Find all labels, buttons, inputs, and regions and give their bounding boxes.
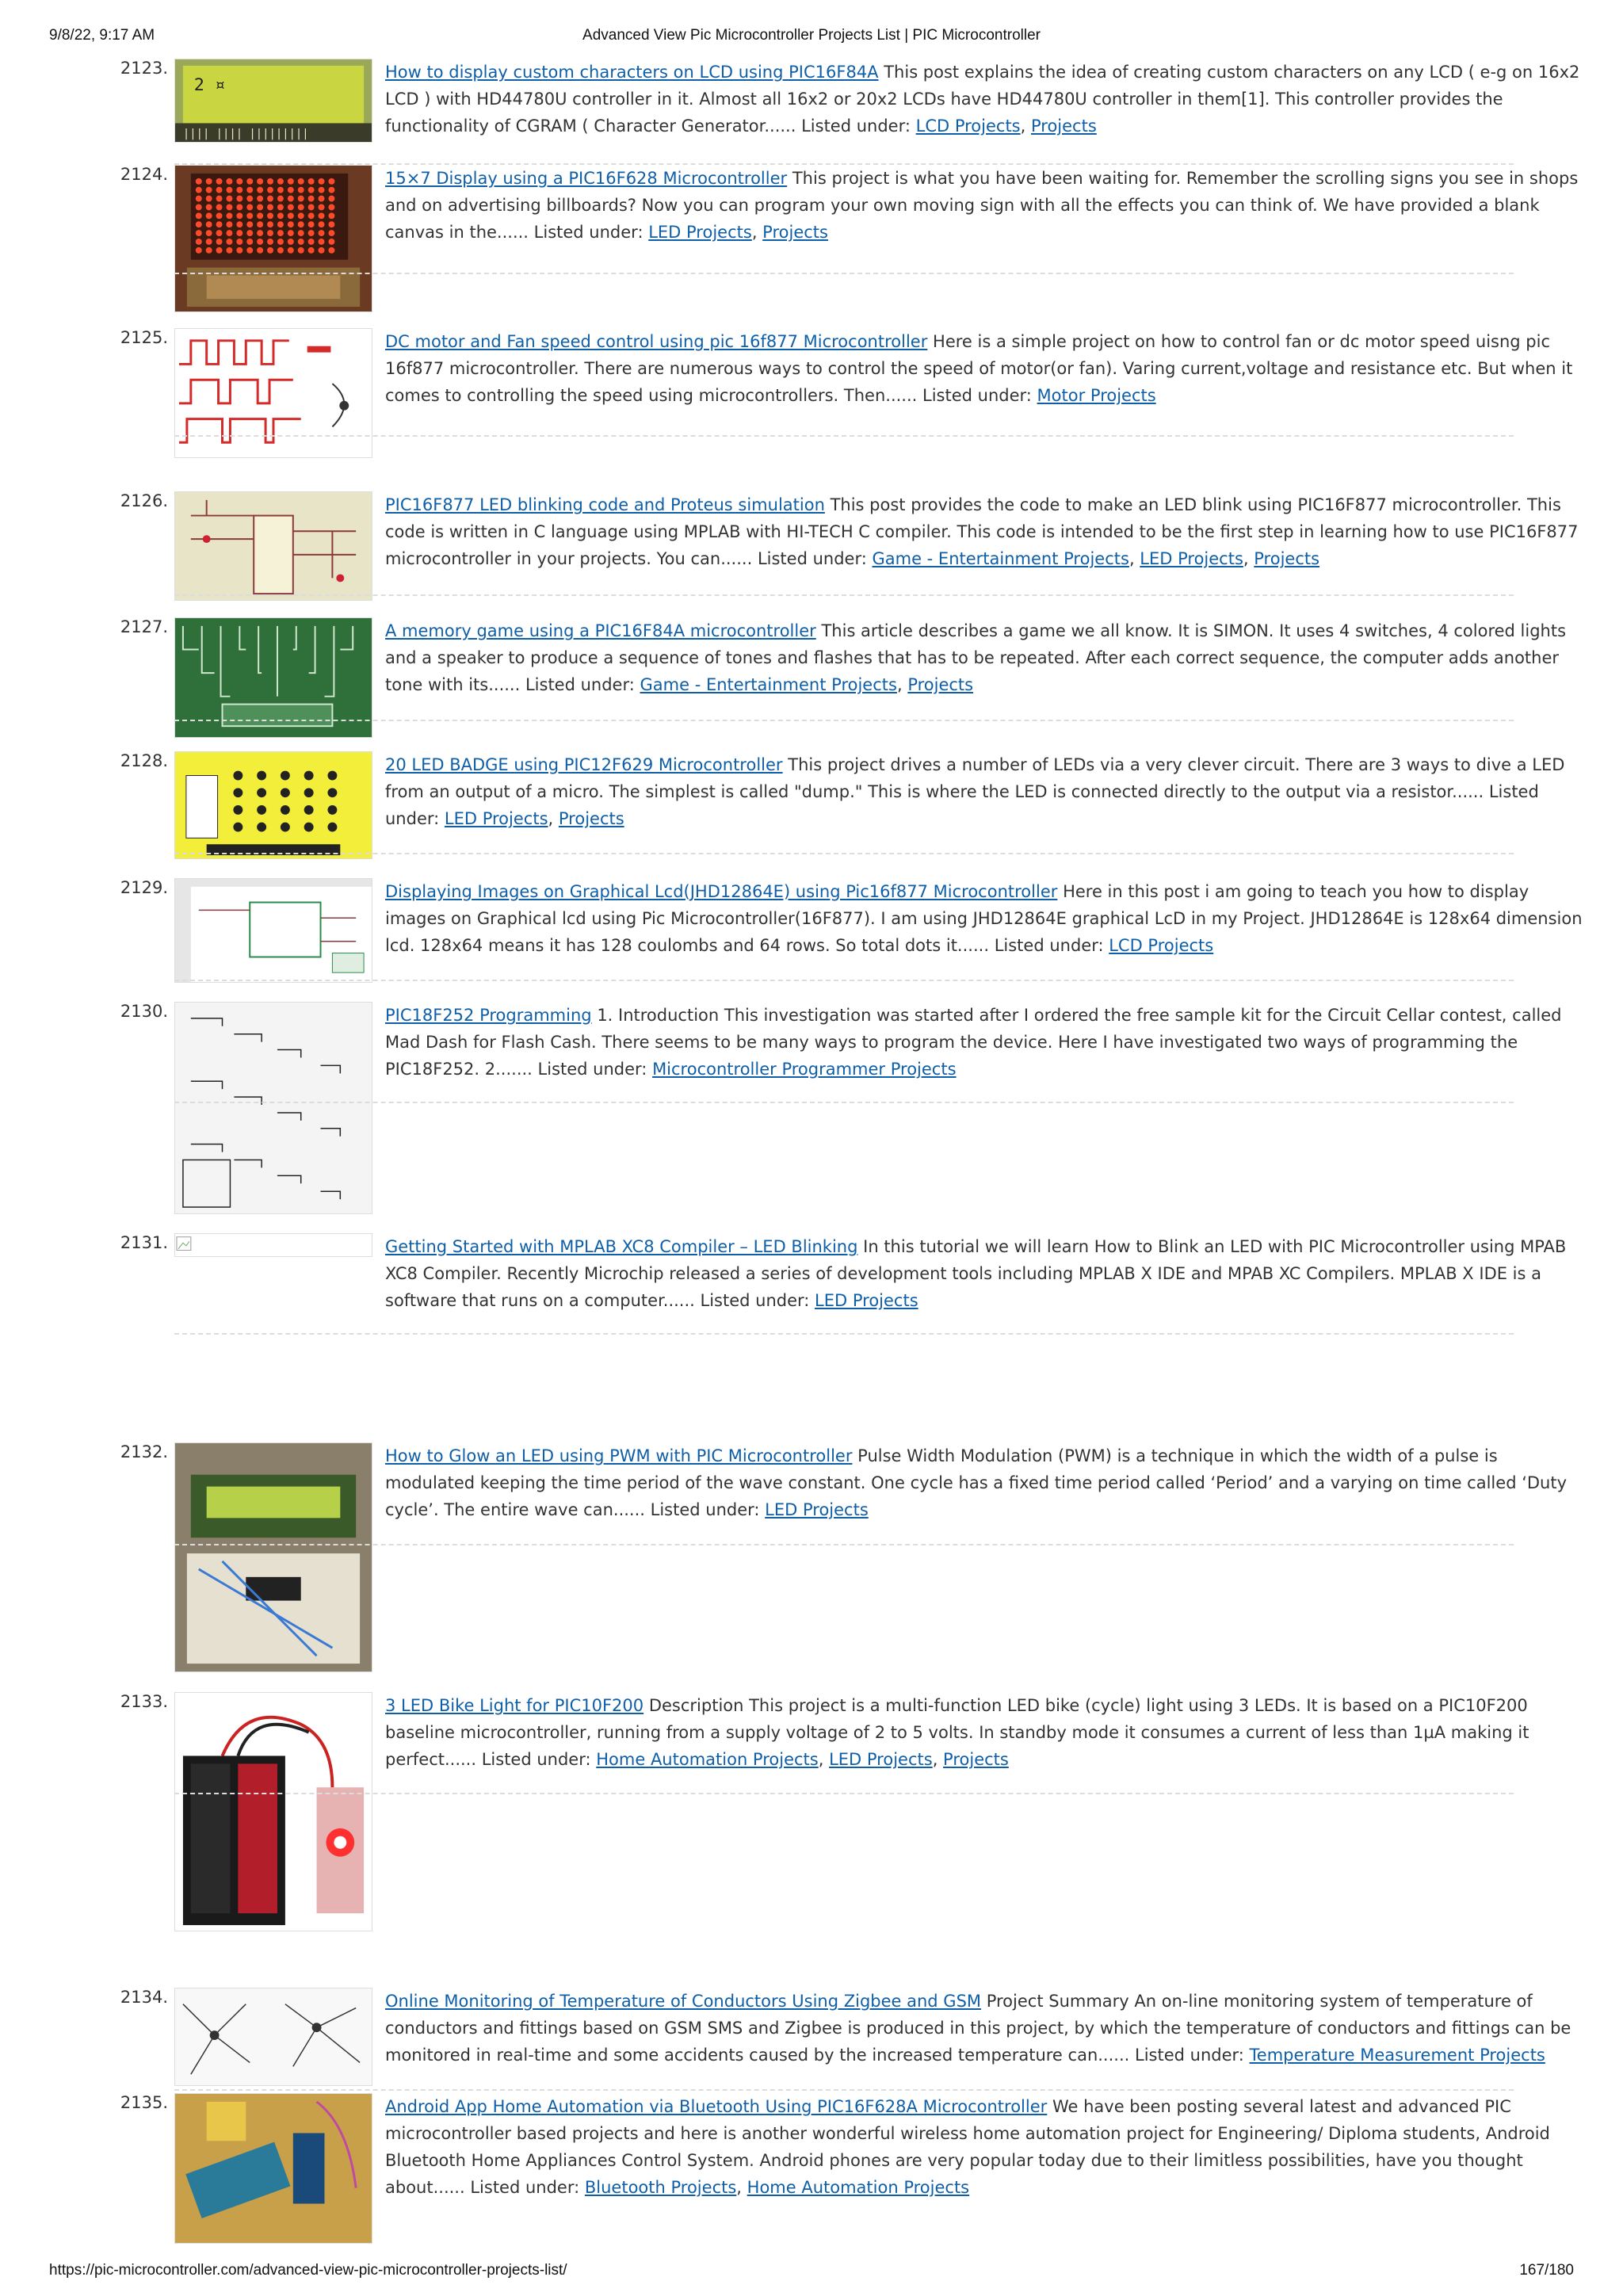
- project-title-link[interactable]: Getting Started with MPLAB XC8 Compiler – LED Blinking: [385, 1237, 858, 1256]
- project-title-link[interactable]: A memory game using a PIC16F84A microcontroller: [385, 621, 816, 640]
- listed-under-label: Listed under:: [525, 675, 635, 694]
- entry-divider: [174, 1544, 1514, 1545]
- entry-divider: [174, 720, 1514, 721]
- entry-divider: [174, 273, 1514, 274]
- project-description: This project drives a number of LEDs via a very clever circuit. There are 3 ways to dive a LED from an output of a micro. The simplest is called "dump." This is where the LED is connected directly to the output via a resistor......: [385, 755, 1565, 801]
- project-description: This post explains the idea of creating custom characters on any LCD ( e-g on 16x2 LCD ) with HD44780U controller in it. Almost all 16x2 or 20x2 LCDs have HD44780U controller in them[1]. This controller provides the functionality of CGRAM ( Character Generator......: [385, 63, 1580, 136]
- project-description: We have been posting several latest and advanced PIC microcontroller based projects and here is another wonderful wireless home automation project for Engineering/ Diploma students, Android Bluetooth Home Appliances Control System. Android phones are very popular today due to their limitless possibilities, have you thought about......: [385, 2097, 1550, 2197]
- led-badge-icon: [175, 752, 372, 858]
- proteus-schematic-icon: [175, 492, 372, 600]
- project-thumbnail[interactable]: [174, 2093, 372, 2244]
- listed-under-label: Listed under:: [385, 782, 1539, 828]
- simulation-screenshot-icon: [175, 879, 372, 982]
- entry-text: 3 LED Bike Light for PIC10F200 Description This project is a multi-function LED bike (cycle) light using 3 LEDs. It is based on a PIC10F200 baseline microcontroller, running from a supply voltage of 2 to 5 volts. In standby mode it consumes a current of less than 1µA making it perfect...... Listed under: Home Automation Projects, LED Projects, Projects: [385, 1696, 1529, 1769]
- bluetooth-module-photo-icon: [175, 2094, 372, 2243]
- category-link[interactable]: Home Automation Projects: [747, 2178, 970, 2197]
- entry-text: [385, 328, 1583, 409]
- circuit-diagram-icon: [175, 1003, 372, 1213]
- entry-divider: [174, 1793, 1514, 1794]
- entry-text: A memory game using a PIC16F84A microcontroller This article describes a game we all know. It is SIMON. It uses 4 switches, 4 colored lights and a speaker to produce a sequence of tones and flashes that has to be repeated. After each correct sequence, the computer adds another tone with its...... Listed under: Game - Entertainment Projects, Projects: [385, 621, 1567, 694]
- project-description: This project is what you have been waiting for. Remember the scrolling signs you see in shops and on advertising billboards? Now you can program your own moving sign with all the effects you can think of. We have provided a blank canvas in the......: [385, 169, 1579, 242]
- entry-number: 2123.: [120, 59, 168, 78]
- category-link[interactable]: LED Projects: [829, 1750, 933, 1769]
- pwm-waveform-icon: [175, 329, 372, 457]
- entry-text: Android App Home Automation via Bluetooth Using PIC16F628A Microcontroller We have been posting several latest and advanced PIC microcontroller based projects and here is another wonderful wireless home automation project for Engineering/ Diploma students, Android Bluetooth Home Appliances Control System. Android phones are very popular today due to their limitless possibilities, have you thought about...... Listed under: Bluetooth Projects, Home Automation Projects: [385, 2097, 1550, 2197]
- print-page-title: Advanced View Pic Microcontroller Projects List | PIC Microcontroller: [582, 27, 1041, 44]
- project-title-link[interactable]: DC motor and Fan speed control using pic 16f877 Microcontroller: [385, 332, 928, 351]
- svg-text:2 ¤: 2 ¤: [193, 75, 226, 96]
- entry-divider: [174, 853, 1514, 854]
- project-title-link[interactable]: How to Glow an LED using PWM with PIC Microcontroller: [385, 1446, 853, 1465]
- category-link[interactable]: Game - Entertainment Projects: [640, 675, 897, 694]
- project-title-link[interactable]: Android App Home Automation via Bluetooth Using PIC16F628A Microcontroller: [385, 2097, 1048, 2116]
- print-url: https://pic-microcontroller.com/advanced-view-pic-microcontroller-projects-list/: [49, 2262, 567, 2279]
- print-date: 9/8/22, 9:17 AM: [49, 27, 155, 44]
- category-link[interactable]: Projects: [762, 223, 828, 242]
- project-thumbnail[interactable]: [174, 328, 372, 458]
- project-description: Description This project is a multi-function LED bike (cycle) light using 3 LEDs. It is based on a PIC10F200 baseline microcontroller, running from a supply voltage of 2 to 5 volts. In standby mode it consumes a current of less than 1µA making it perfect......: [385, 1696, 1529, 1769]
- category-link[interactable]: Bluetooth Projects: [584, 2178, 737, 2197]
- listed-under-label: Listed under:: [801, 117, 911, 136]
- project-description: Pulse Width Modulation (PWM) is a technique in which the width of a pulse is modulated keeping the time period of the wave constant. One cycle has a fixed time period called ‘Period’ and a varying on time called ‘Duty cycle’. The entire wave can......: [385, 1446, 1568, 1519]
- listed-under-label: Listed under:: [470, 2178, 580, 2197]
- listed-under-label: Listed under:: [1135, 2046, 1244, 2065]
- category-link[interactable]: Projects: [1030, 117, 1097, 136]
- entry-divider: [174, 435, 1514, 437]
- entry-text: [385, 1233, 1583, 1314]
- entry-number: 2130.: [120, 1002, 168, 1021]
- listed-under-label: Listed under:: [922, 386, 1032, 405]
- entry-text: [385, 878, 1583, 959]
- category-link[interactable]: Motor Projects: [1037, 386, 1156, 405]
- project-title-link[interactable]: 15×7 Display using a PIC16F628 Microcontroller: [385, 169, 788, 188]
- entry-number: 2125.: [120, 328, 168, 347]
- project-title-link[interactable]: Displaying Images on Graphical Lcd(JHD12864E) using Pic16f877 Microcontroller: [385, 882, 1058, 901]
- category-link[interactable]: Projects: [1254, 549, 1320, 568]
- category-link[interactable]: LED Projects: [1140, 549, 1243, 568]
- entry-number: 2131.: [120, 1233, 168, 1252]
- entry-number: 2128.: [120, 751, 168, 770]
- entry-text: [385, 1002, 1583, 1083]
- battery-led-photo-icon: [175, 1693, 372, 1931]
- svg-text:|||| |||| |||||||||: |||| |||| |||||||||: [182, 128, 309, 141]
- entry-text: PIC16F877 LED blinking code and Proteus simulation This post provides the code to make an LED blink using PIC16F877 microcontroller. This code is written in C language using MPLAB with HI-TECH C compiler. This code is intended to be the first step in learning how to use PIC16F877 microcontroller in your projects. You can...... Listed under: Game - Entertainment Projects, LED Projects, Projects: [385, 495, 1579, 568]
- print-header: [49, 27, 1574, 51]
- category-link[interactable]: LED Projects: [648, 223, 752, 242]
- project-description: Here is a simple project on how to control fan or dc motor speed uisng pic 16f877 microcontroller. There are numerous ways to control the speed of motor(or fan). Varing current,voltage and resistance etc. But when it comes to controlling the speed using microcontrollers. Then......: [385, 332, 1573, 405]
- category-link[interactable]: Microcontroller Programmer Projects: [652, 1060, 957, 1079]
- entry-divider: [174, 594, 1514, 596]
- project-description: This post provides the code to make an LED blink using PIC16F877 microcontroller. This code is written in C language using MPLAB with HI-TECH C compiler. This code is intended to be the first step in learning how to use PIC16F877 microcontroller in your projects. You can......: [385, 495, 1579, 568]
- category-link[interactable]: Projects: [907, 675, 974, 694]
- entry-number: 2133.: [120, 1692, 168, 1711]
- category-link[interactable]: Projects: [558, 809, 624, 828]
- category-link[interactable]: LCD Projects: [1109, 936, 1214, 955]
- lcd-display-icon: [175, 59, 372, 142]
- entry-number: 2129.: [120, 878, 168, 897]
- project-thumbnail[interactable]: [174, 1988, 372, 2086]
- entry-text: 15×7 Display using a PIC16F628 Microcontroller This project is what you have been waiting for. Remember the scrolling signs you see in shops and on advertising billboards? Now you can program your own moving sign with all the effects you can think of. We have provided a blank canvas in the...... Listed under: LED Projects, Projects: [385, 169, 1579, 242]
- project-thumbnail[interactable]: [174, 1442, 372, 1672]
- project-description: 1. Introduction This investigation was started after I ordered the free sample kit for the Circuit Cellar contest, called Mad Dash for Flash Cash. There seems to be many ways to program the device. Here I have investigated two ways of programming the PIC18F252. 2.......: [385, 1006, 1562, 1079]
- project-thumbnail[interactable]: [174, 878, 372, 983]
- project-thumbnail[interactable]: [174, 165, 372, 312]
- network-topology-icon: [175, 1988, 372, 2085]
- project-title-link[interactable]: PIC16F877 LED blinking code and Proteus simulation: [385, 495, 825, 514]
- project-description: In this tutorial we will learn How to Blink an LED with PIC Microcontroller using MPAB XC8 Compiler. Recently Microchip released a series of development tools including MPLAB X IDE and MPAB XC Compilers. MPLAB X IDE is a software that runs on a computer......: [385, 1237, 1567, 1310]
- project-title-link[interactable]: 20 LED BADGE using PIC12F629 Microcontroller: [385, 755, 783, 774]
- entry-divider: [174, 1333, 1514, 1335]
- listed-under-label: Listed under:: [757, 549, 867, 568]
- project-thumbnail[interactable]: [174, 491, 372, 601]
- print-footer: [49, 2262, 1574, 2286]
- entry-text: How to display custom characters on LCD using PIC16F84A This post explains the idea of creating custom characters on any LCD ( e-g on 16x2 LCD ) with HD44780U controller in it. Almost all 16x2 or 20x2 LCDs have HD44780U controller in them[1]. This controller provides the functionality of CGRAM ( Character Generator...... Listed under: LCD Projects, Projects: [385, 63, 1580, 136]
- project-thumbnail[interactable]: [174, 1692, 372, 1931]
- entry-number: 2127.: [120, 617, 168, 636]
- entry-text: [385, 1442, 1583, 1523]
- category-link[interactable]: Projects: [943, 1750, 1009, 1769]
- category-link[interactable]: LCD Projects: [915, 117, 1021, 136]
- entry-text: 20 LED BADGE using PIC12F629 Microcontroller This project drives a number of LEDs via a very clever circuit. There are 3 ways to dive a LED from an output of a micro. The simplest is called "dump." This is where the LED is connected directly to the output via a resistor...... Listed under: LED Projects, Projects: [385, 755, 1565, 828]
- listed-under-label: Listed under:: [533, 223, 643, 242]
- listed-under-label: Listed under:: [994, 936, 1104, 955]
- entry-divider: [174, 980, 1514, 981]
- category-link[interactable]: LED Projects: [815, 1291, 918, 1310]
- project-thumbnail[interactable]: [174, 1002, 372, 1214]
- entry-divider: [174, 1102, 1514, 1103]
- page-number: 167/180: [1519, 2262, 1574, 2279]
- project-description: Project Summary An on-line monitoring system of temperature of conductors and fittings based on GSM SMS and Zigbee is produced in this project, by which the temperature of conductors and fittings can be monitored in real-time and some accidents caused by the increased temperature can......: [385, 1992, 1571, 2065]
- entry-number: 2134.: [120, 1988, 168, 2007]
- project-description: Here in this post i am going to teach you how to display images on Graphical lcd using Pic Microcontroller(16F877). I am using JHD12864E graphical LcD in my Project. JHD12864E is 128x64 dimension lcd. 128x64 means it has 128 coulombs and 64 rows. So total dots it......: [385, 882, 1583, 955]
- listed-under-label: Listed under:: [537, 1060, 647, 1079]
- project-title-link[interactable]: How to display custom characters on LCD using PIC16F84A: [385, 63, 879, 82]
- project-thumbnail[interactable]: [174, 1233, 372, 1257]
- listed-under-label: Listed under:: [700, 1291, 810, 1310]
- project-thumbnail[interactable]: [174, 59, 372, 143]
- category-link[interactable]: Game - Entertainment Projects: [872, 549, 1129, 568]
- listed-under-label: Listed under:: [650, 1500, 760, 1519]
- led-matrix-icon: [175, 166, 372, 311]
- entry-number: 2135.: [120, 2093, 168, 2112]
- broken-image-icon: [175, 1234, 372, 1256]
- entry-number: 2124.: [120, 165, 168, 184]
- project-description: This article describes a game we all know. It is SIMON. It uses 4 switches, 4 colored lights and a speaker to produce a sequence of tones and flashes that has to be repeated. After each correct sequence, the computer adds another tone with its......: [385, 621, 1567, 694]
- category-link[interactable]: Temperature Measurement Projects: [1249, 2046, 1545, 2065]
- entry-number: 2132.: [120, 1442, 168, 1461]
- entry-number: 2126.: [120, 491, 168, 510]
- entry-divider: [174, 2089, 1514, 2091]
- category-link[interactable]: Home Automation Projects: [596, 1750, 819, 1769]
- breadboard-photo-icon: [175, 1443, 372, 1671]
- project-title-link[interactable]: Online Monitoring of Temperature of Conductors Using Zigbee and GSM: [385, 1992, 982, 2011]
- category-link[interactable]: LED Projects: [765, 1500, 869, 1519]
- listed-under-label: Listed under:: [481, 1750, 591, 1769]
- entry-text: [385, 1988, 1583, 2069]
- project-title-link[interactable]: 3 LED Bike Light for PIC10F200: [385, 1696, 644, 1715]
- category-link[interactable]: LED Projects: [444, 809, 548, 828]
- project-title-link[interactable]: PIC18F252 Programming: [385, 1006, 592, 1025]
- project-thumbnail[interactable]: [174, 751, 372, 859]
